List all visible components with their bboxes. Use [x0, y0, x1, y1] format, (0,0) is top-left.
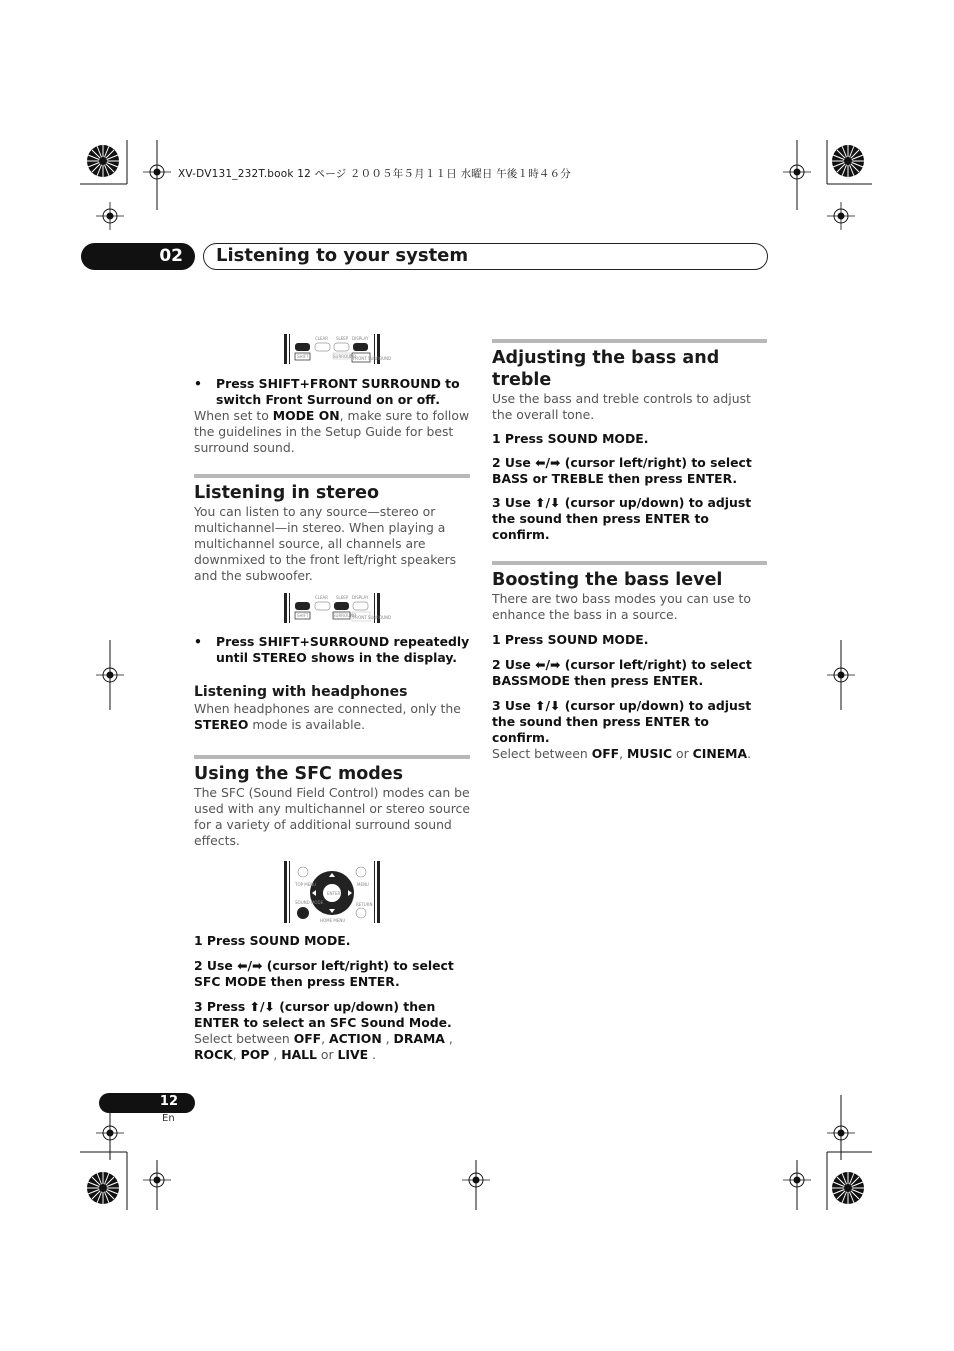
svg-text:TOP MENU: TOP MENU [295, 882, 317, 887]
bass-level-step-2: 2 Use ⬅/➡ (cursor left/right) to select BASSMODE then press ENTER. [492, 657, 752, 688]
page-number-badge [99, 1093, 195, 1113]
svg-text:SURROUND: SURROUND [333, 354, 357, 359]
stereo-bullet: • Press SHIFT+SURROUND repeatedly until STEREO shows in the display. [194, 634, 470, 665]
bass-level-body: There are two bass modes you can use to enhance the bass in a source. [492, 591, 751, 622]
chapter-title: Listening to your system [216, 245, 469, 266]
svg-text:HOME MENU: HOME MENU [320, 918, 346, 923]
headphones-heading: Listening with headphones [194, 684, 408, 700]
sfc-options: Select between OFF, ACTION , DRAMA , ROCK, POP , HALL or LIVE . [194, 1031, 453, 1062]
remote-illustration-cursor [194, 860, 470, 924]
headphones-body: When headphones are connected, only the STEREO mode is available. [194, 701, 461, 732]
page-number: 12 [159, 1094, 178, 1109]
svg-text:DISPLAY: DISPLAY [352, 336, 369, 341]
svg-text:SHIFT: SHIFT [297, 613, 309, 618]
stereo-body: You can listen to any source—stereo or multichannel—in stereo. When playing a multichannel source, all channels are downmixed to the front left/right speakers and the subwoofer. [194, 504, 457, 583]
sfc-step-1: 1 Press SOUND MODE. [194, 933, 351, 948]
svg-text:SLEEP: SLEEP [336, 595, 349, 600]
svg-text:RETURN: RETURN [356, 902, 373, 907]
sfc-body: The SFC (Sound Field Control) modes can be used with any multichannel or stereo source for a variety of additional surround sound effects. [194, 785, 470, 848]
section-rule [492, 561, 767, 565]
chapter-number: 02 [159, 246, 183, 266]
bass-treble-step-1: 1 Press SOUND MODE. [492, 431, 649, 446]
chapter-title-box [203, 243, 768, 270]
left-column [194, 333, 470, 1063]
bass-level-heading: Boosting the bass level [492, 570, 723, 590]
svg-text:CLEAR: CLEAR [315, 595, 329, 600]
stereo-heading: Listening in stereo [194, 483, 380, 503]
remote-illustration-surround [194, 592, 470, 626]
section-rule [492, 339, 767, 343]
front-surround-bullet: • Press SHIFT+FRONT SURROUND to switch Front Surround on or off. [194, 376, 460, 407]
bass-treble-body: Use the bass and treble controls to adjust the overall tone. [492, 391, 751, 422]
sfc-heading: Using the SFC modes [194, 764, 404, 784]
svg-text:DISPLAY: DISPLAY [352, 595, 369, 600]
svg-text:FRONT SURROUND: FRONT SURROUND [353, 615, 392, 620]
svg-text:SHIFT: SHIFT [297, 354, 309, 359]
svg-text:SOUND MODE: SOUND MODE [295, 900, 324, 905]
remote-illustration-front-surround [194, 333, 470, 367]
svg-text:FRONT SURROUND: FRONT SURROUND [353, 356, 392, 361]
svg-text:CLEAR: CLEAR [315, 336, 329, 341]
sfc-step-2: 2 Use ⬅/➡ (cursor left/right) to select SFC MODE then press ENTER. [194, 958, 454, 989]
bass-level-step-1: 1 Press SOUND MODE. [492, 632, 649, 647]
language-label: En [162, 1113, 175, 1124]
bass-level-step-3: 3 Use ⬆/⬇ (cursor up/down) to adjust the sound then press ENTER to confirm. [492, 698, 752, 745]
section-rule [194, 474, 470, 478]
chapter-number-badge [81, 243, 195, 270]
svg-text:SLEEP: SLEEP [336, 336, 349, 341]
bass-treble-step-2: 2 Use ⬅/➡ (cursor left/right) to select BASS or TREBLE then press ENTER. [492, 455, 752, 486]
sfc-step-3: 3 Press ⬆/⬇ (cursor up/down) then ENTER to select an SFC Sound Mode. [194, 999, 452, 1030]
bass-treble-step-3: 3 Use ⬆/⬇ (cursor up/down) to adjust the sound then press ENTER to confirm. [492, 495, 752, 542]
print-header: XV-DV131_232T.book 12 ページ ２００５年５月１１日 水曜日 午後１時４６分 [178, 168, 572, 180]
front-surround-note: When set to MODE ON, make sure to follow the guidelines in the Setup Guide for best surround sound. [194, 408, 470, 455]
svg-text:SURROUND: SURROUND [333, 613, 357, 618]
svg-text:ENTER: ENTER [327, 891, 341, 896]
section-rule [194, 755, 470, 759]
right-column [492, 339, 767, 762]
svg-text:MENU: MENU [357, 882, 369, 887]
bass-level-options: Select between OFF, MUSIC or CINEMA. [492, 746, 752, 761]
bass-treble-heading: Adjusting the bass and treble [492, 348, 720, 390]
